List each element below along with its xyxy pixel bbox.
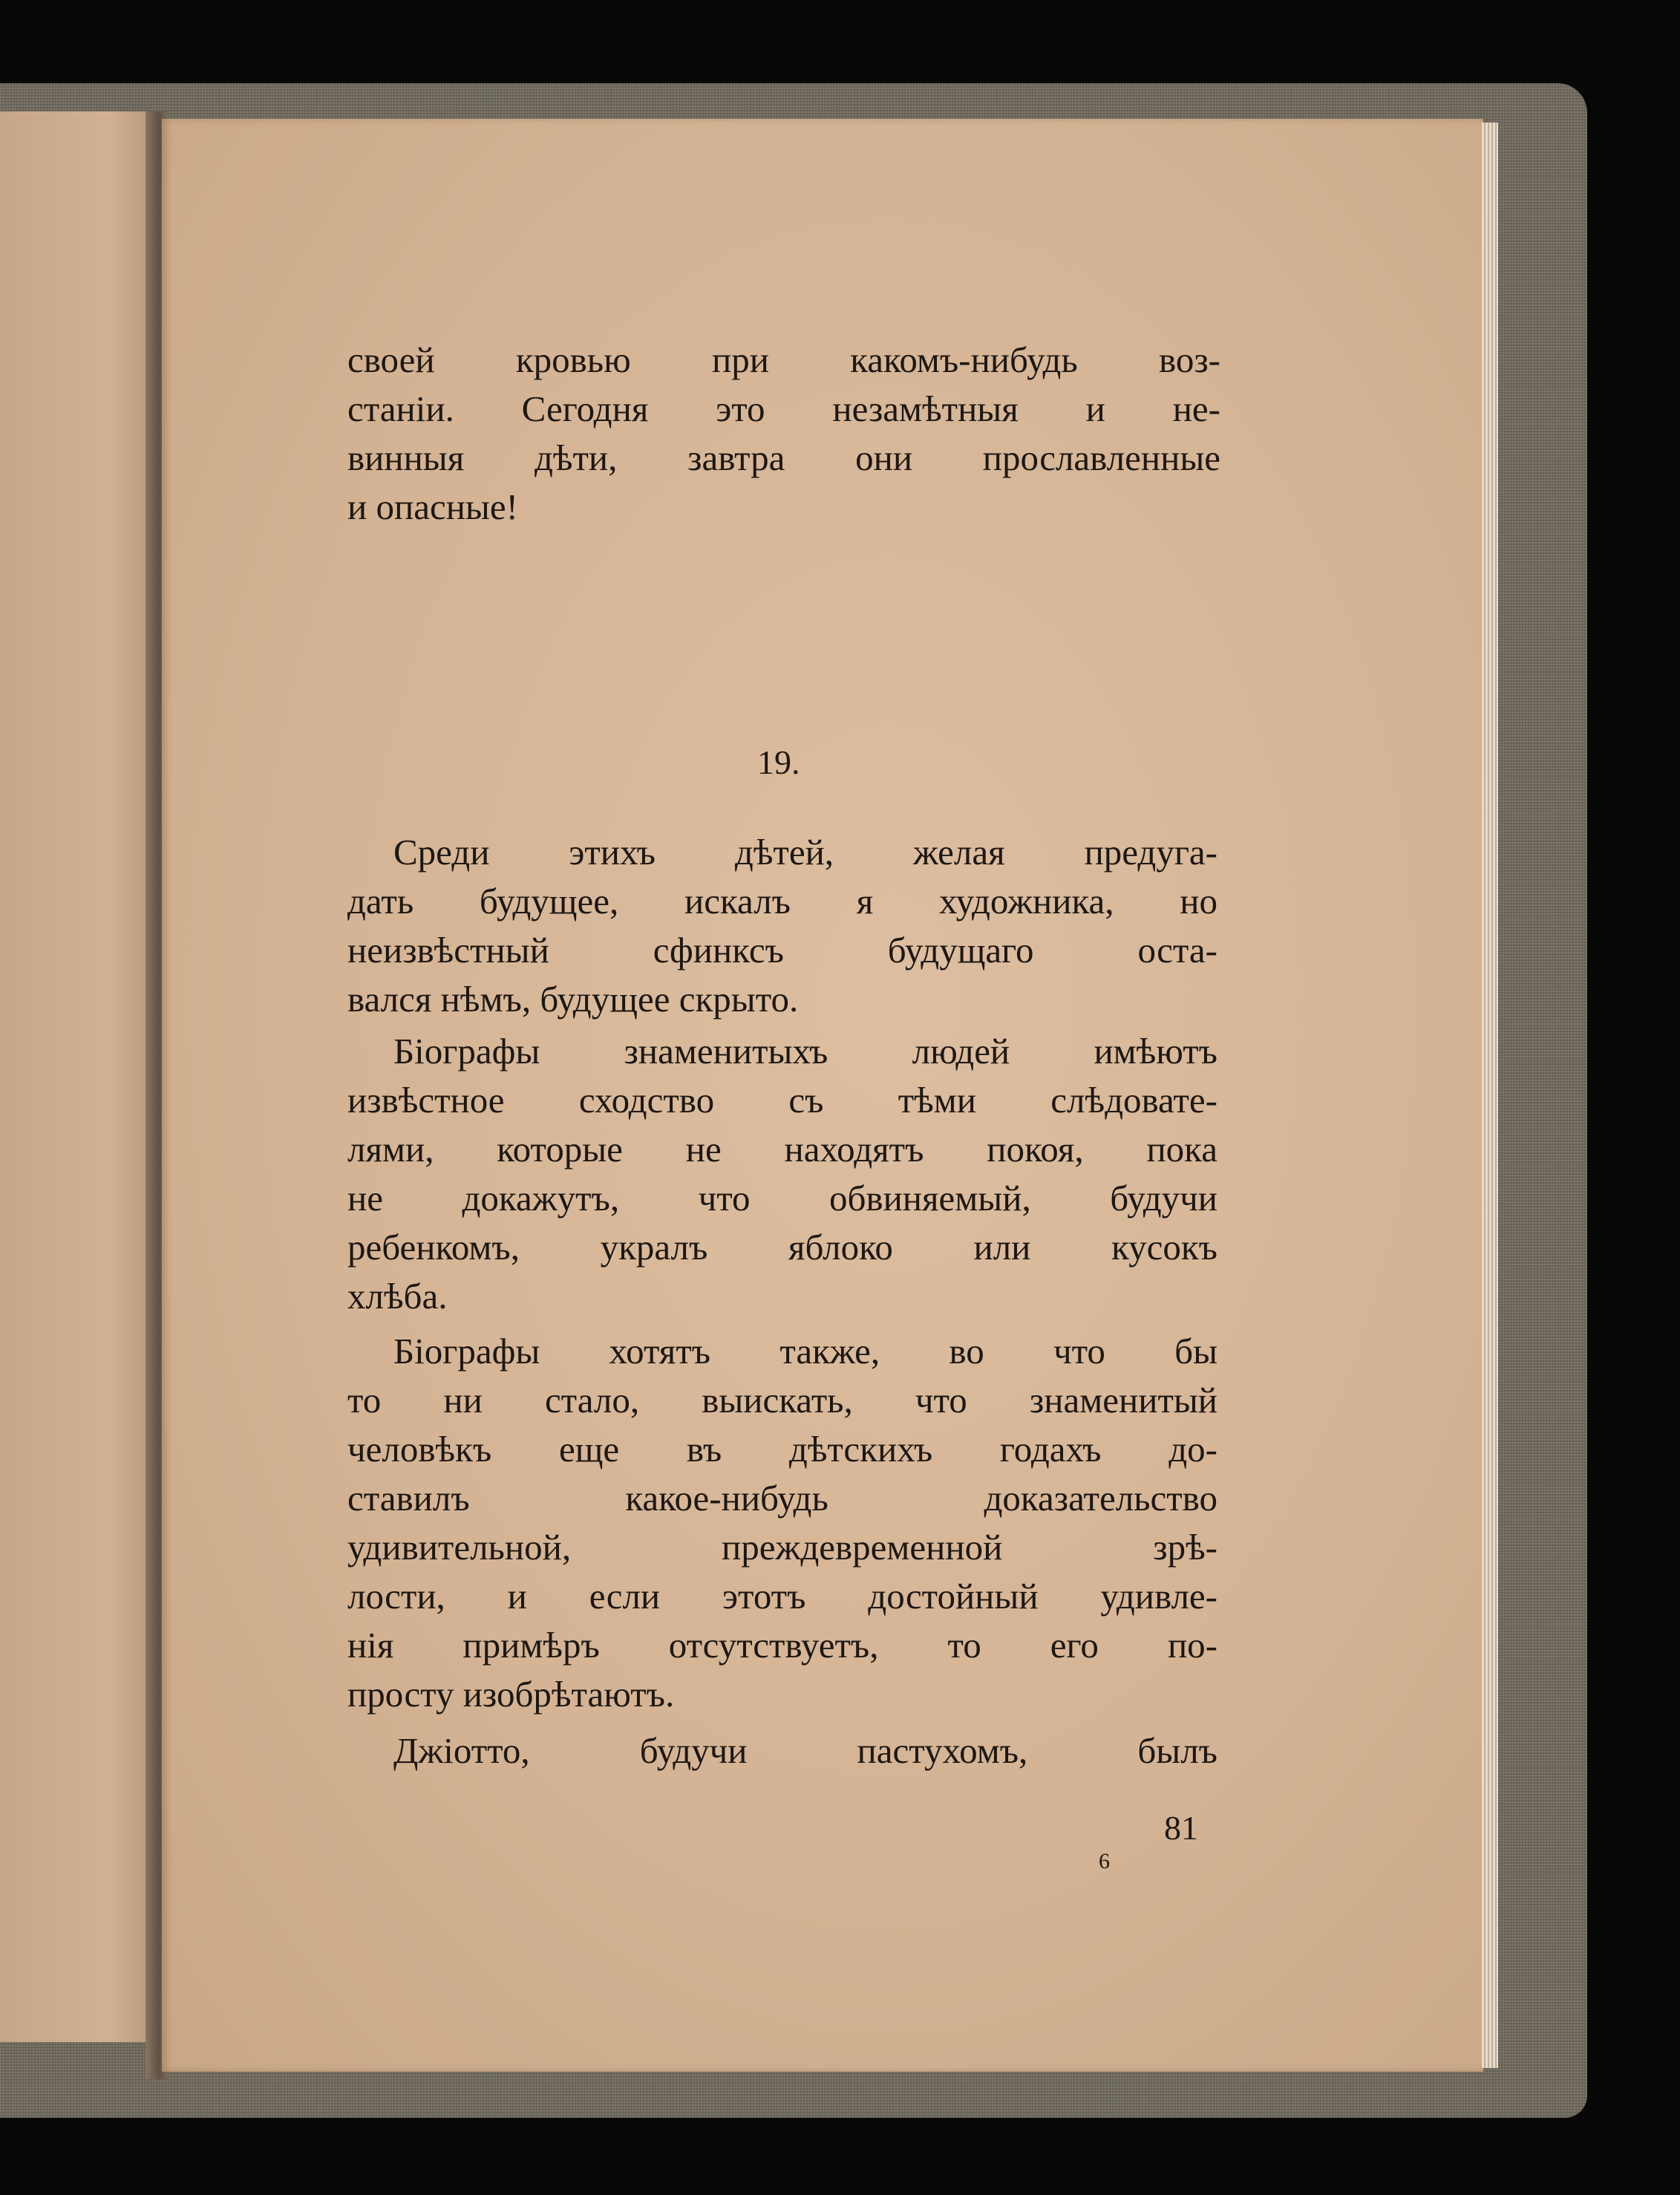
paragraph	[347, 1726, 1217, 1775]
text-line: извѣстное сходство съ тѣми слѣдовате-	[347, 1080, 1217, 1121]
text-line: просту изобрѣтаютъ.	[347, 1674, 675, 1715]
text-line: хлѣба.	[347, 1276, 448, 1317]
text-line: не докажутъ, что обвиняемый, будучи	[347, 1178, 1217, 1219]
signature-mark: 6	[1099, 1849, 1110, 1873]
paragraph	[347, 1027, 1217, 1321]
text-line: станіи. Сегодня это незамѣтныя и не-	[347, 388, 1220, 429]
text-line: то ни стало, выискать, что знаменитый	[347, 1380, 1217, 1421]
text-line: Джіотто, будучи пастухомъ, былъ	[393, 1730, 1217, 1771]
text-line: Біографы знаменитыхъ людей имѣютъ	[393, 1031, 1217, 1072]
paragraph	[347, 1327, 1217, 1719]
top-paragraph	[347, 336, 1220, 532]
text-line: дать будущее, искалъ я художника, но	[347, 881, 1217, 922]
section-number: 19.	[757, 743, 800, 781]
page-edges	[1482, 123, 1498, 2068]
text-line: Среди этихъ дѣтей, желая предуга-	[393, 832, 1217, 873]
text-line: удивительной, преждевременной зрѣ-	[347, 1527, 1217, 1568]
text-line: своей кровью при какомъ-нибудь воз-	[347, 339, 1220, 380]
text-line: вался нѣмъ, будущее скрыто.	[347, 979, 799, 1020]
text-line: винныя дѣти, завтра они прославленные	[347, 437, 1220, 478]
text-line: человѣкъ еще въ дѣтскихъ годахъ до-	[347, 1429, 1217, 1470]
text-line: неизвѣстный сфинксъ будущаго оста-	[347, 930, 1217, 971]
paragraph	[347, 828, 1217, 1024]
page-number: 81	[1164, 1809, 1198, 1847]
text-line: и опасные!	[347, 486, 518, 527]
text-line: ставилъ какое-нибудь доказательство	[347, 1478, 1217, 1519]
previous-page-edge	[0, 111, 154, 2042]
text-line: ребенкомъ, укралъ яблоко или кусокъ	[347, 1227, 1217, 1268]
text-line: Біографы хотятъ также, во что бы	[393, 1331, 1217, 1372]
text-line: лости, и если этотъ достойный удивле-	[347, 1576, 1217, 1617]
text-line: лями, которые не находятъ покоя, пока	[347, 1129, 1217, 1170]
text-line: нія примѣръ отсутствуетъ, то его по-	[347, 1625, 1217, 1666]
